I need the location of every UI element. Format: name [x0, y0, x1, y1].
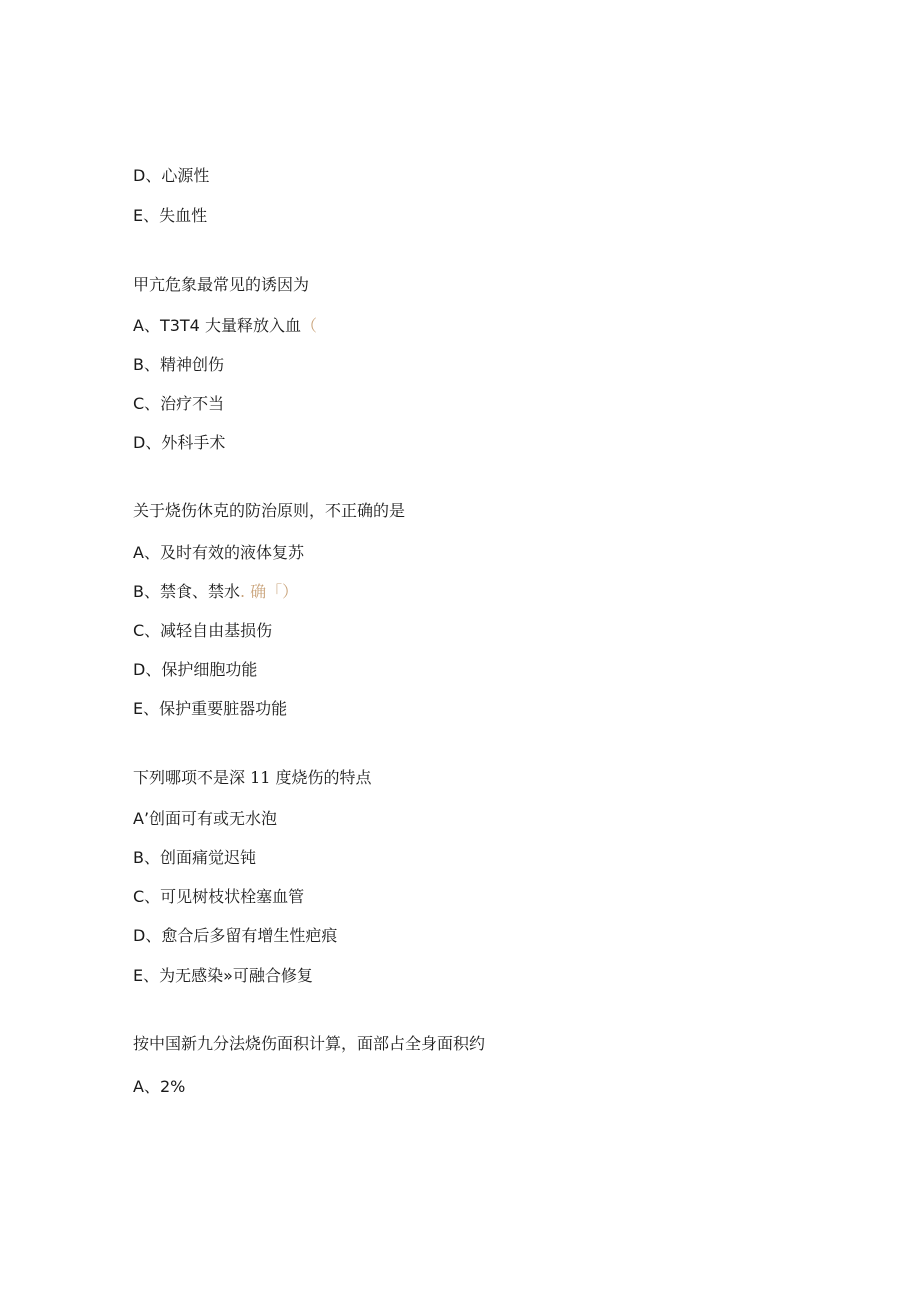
question-thyroid-crisis: 甲亢危象最常见的诱因为: [133, 275, 310, 294]
question-face-area: 按中国新九分法烧伤面积计算，面部占全身面积约: [133, 1034, 486, 1053]
question-burn-shock: 关于烧伤休克的防治原则，不正确的是: [133, 501, 406, 520]
option-b-fasting: [133, 582, 298, 602]
option-e-no-infection: E、为无感染»可融合修复: [133, 966, 313, 985]
option-a-fluid-resuscitation: A、及时有效的液体复苏: [133, 543, 304, 562]
option-e-organ-function: E、保护重要脏器功能: [133, 699, 288, 718]
option-b-trauma: B、精神创伤: [133, 355, 224, 374]
option-a-blisters: A’创面可有或无水泡: [133, 809, 278, 828]
option-e-hemorrhagic: E、失血性: [133, 206, 208, 225]
option-b-pain: B、创面痛觉迟钝: [133, 848, 256, 867]
option-d-scar: D、愈合后多留有增生性疤痕: [133, 926, 338, 945]
option-a-t3t4: [133, 316, 317, 336]
answer-mark: （: [300, 316, 317, 335]
question-deep-burn: 下列哪项不是深 11 度烧伤的特点: [133, 768, 372, 787]
option-d-surgery: D、外科手术: [133, 433, 226, 452]
option-a-2-percent: A、2%: [133, 1077, 186, 1096]
option-c-vessels: C、可见树枝状栓塞血管: [133, 887, 305, 906]
answer-mark: . 确「）: [239, 582, 299, 601]
option-d-cardiogenic: D、心源性: [133, 166, 210, 185]
option-text: A、T3T4 大量释放入血: [133, 316, 301, 335]
option-c-free-radical: C、减轻自由基损伤: [133, 621, 273, 640]
option-text: B、禁食、禁水: [133, 582, 240, 601]
option-d-cell-function: D、保护细胞功能: [133, 660, 258, 679]
option-c-improper-treatment: C、治疗不当: [133, 394, 225, 413]
